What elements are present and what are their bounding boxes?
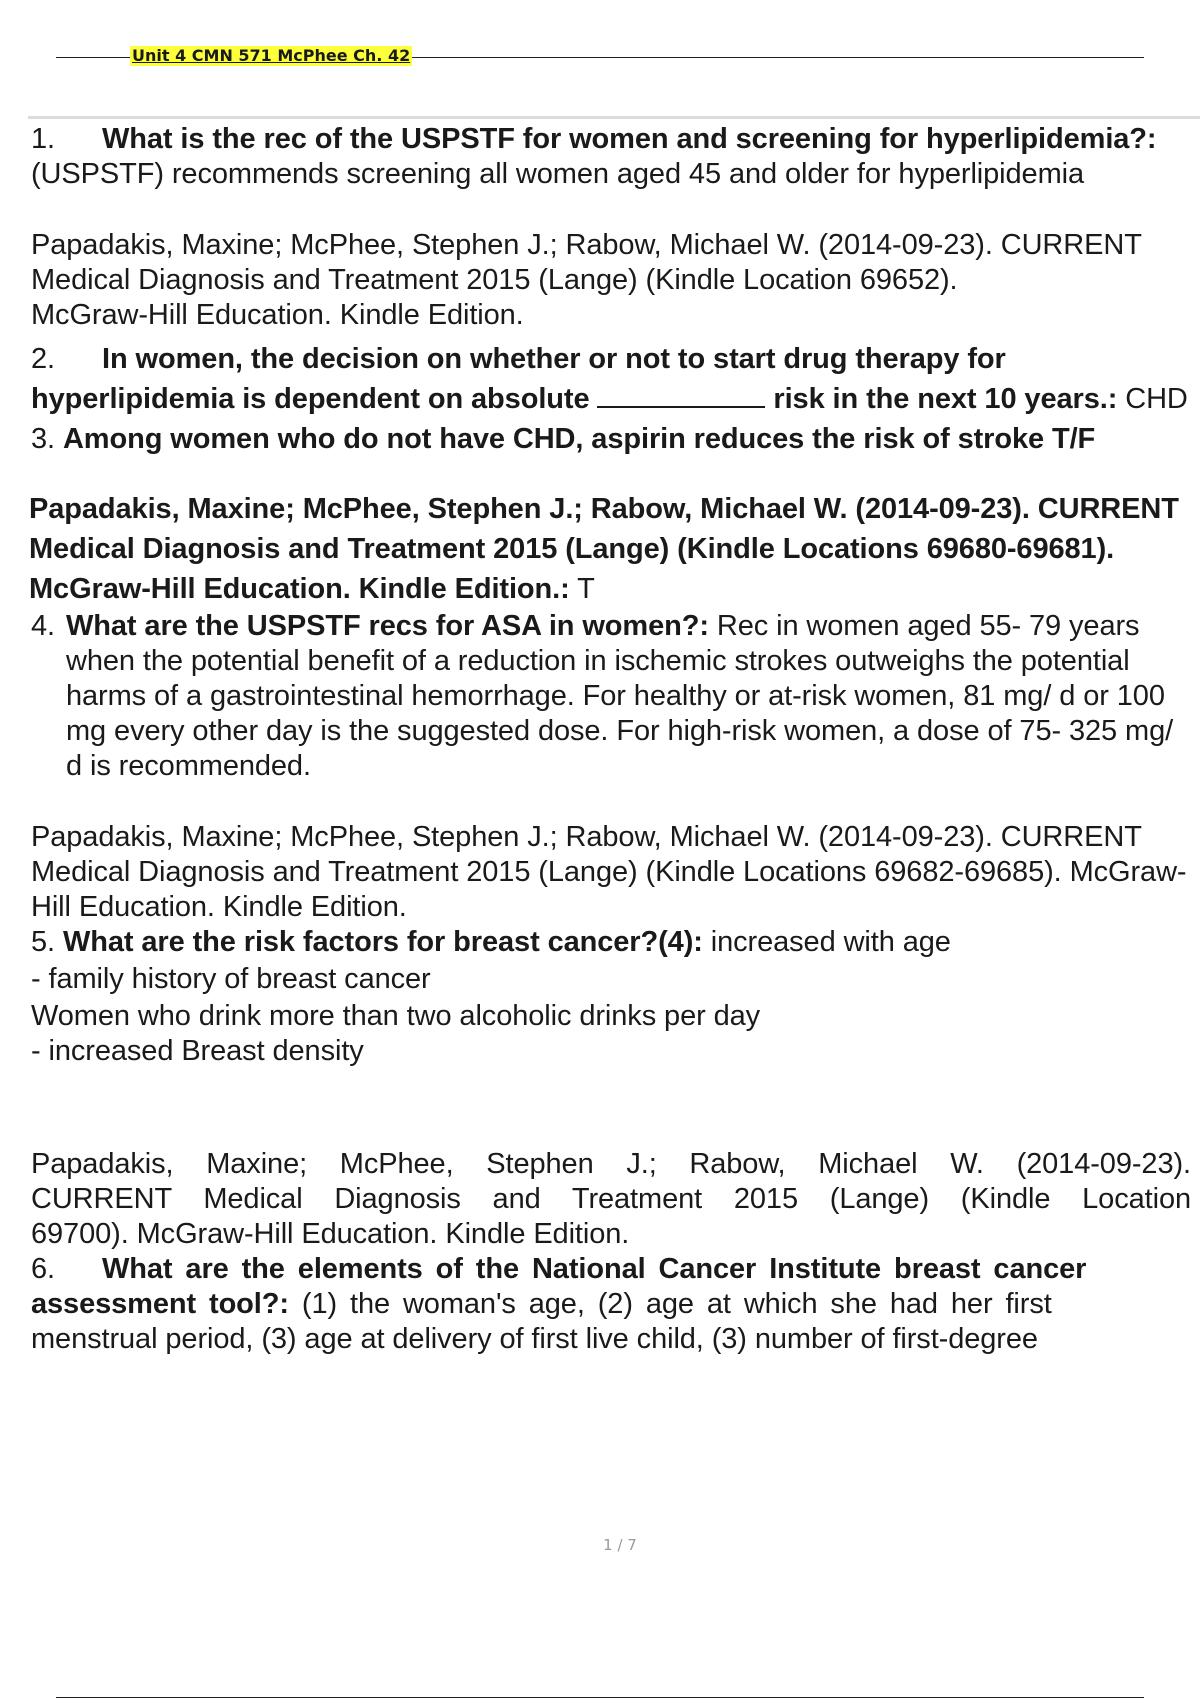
spacer [31,459,1191,489]
spacer [31,192,1191,228]
question-number: 1. [31,123,55,155]
citation-3: Papadakis, Maxine; McPhee, Stephen J.; Rabow, Michael W. (2014-09-23). CURRENT Medical Diagnosis and Treatment 2015 (Lange) (Kindle Locations 69682-69685). McGraw-Hill Education. Kindle Edition. [31,821,1187,923]
answer-text: CHD 3. [31,383,1188,455]
section-divider [28,116,1200,119]
document-body [31,122,1191,1357]
question-6-line [31,1287,1191,1322]
answer-line: - increased Breast density [31,1035,364,1067]
question-number: 5. [31,926,55,958]
fill-in-blank [597,382,765,408]
question-2 [31,339,1191,459]
spacer [31,784,1191,820]
question-3-text: Among women who do not have CHD, aspirin reduces the risk of stroke T/F [62,423,1096,455]
citation-4-line: CURRENT Medical Diagnosis and Treatment 2015 (Lange) (Kindle Location [31,1183,1191,1215]
question-text: What are the risk factors for breast cancer?(4): [62,926,703,958]
answer-line: Women who drink more than two alcoholic drinks per day [31,1000,761,1032]
citation-4-line: Papadakis, Maxine; McPhee, Stephen J.; Rabow, Michael W. (2014-09-23). [31,1148,1191,1180]
citation-text: Papadakis, Maxine; McPhee, Stephen J.; Rabow, Michael W. (2014-09-23). CURRENT Medical Diagnosis and Treatment 2015 (Lange) (Kindle Locations 69680-69681). McGraw-Hill Education. Kindle Edition.: [29,493,1179,605]
answer-line: - family history of breast cancer [31,963,431,995]
question-text-cont: risk in the next 10 years.: [765,383,1118,415]
question-number: 4. [31,610,55,642]
question-text: In women, the decision on whether or not to start drug therapy for hyperlipidemia is dependent on absolute [31,343,1006,415]
question-text: What are the elements of the National Cancer Institute breast cancer [102,1253,1087,1285]
citation-4-line: 69700). McGraw-Hill Education. Kindle Edition. [31,1218,630,1250]
question-1 [31,122,1191,192]
answer-text: Rec in women aged 55- 79 years when the potential benefit of a reduction in ischemic strokes outweighs the potential harms of a gastrointestinal hemorrhage. For healthy or at-risk women, 81 mg/ d or 100 mg every other day is the suggested dose. For high-risk women, a dose of 75- 325 mg/ d is recommended. [66,610,1174,782]
question-4 [31,609,1191,784]
answer-text: (USPSTF) recommends screening all women aged 45 and older for hyperlipidemia [31,158,1085,190]
citation-2 [29,489,1191,609]
citation-1-publisher: McGraw-Hill Education. Kindle Edition. [31,299,524,331]
answer-text: (1) the woman's age, (2) age at which she had her first [288,1288,1052,1320]
footer-rule [56,1697,1144,1698]
question-number: 2. [31,343,55,375]
answer-line: menstrual period, (3) age at delivery of first live child, (3) number of first-degree [31,1323,1038,1355]
citation-1: Papadakis, Maxine; McPhee, Stephen J.; Rabow, Michael W. (2014-09-23). CURRENT Medical Diagnosis and Treatment 2015 (Lange) (Kindle Location 69652). [31,229,1142,296]
question-6 [31,1252,1191,1287]
page-number: 1 / 7 [603,1536,637,1554]
question-text: What are the USPSTF recs for ASA in women?: [66,610,709,642]
question-5 [31,925,1191,960]
question-text: What is the rec of the USPSTF for women and screening for hyperlipidemia?: [102,123,1157,155]
answer-text: T [569,573,595,605]
answer-text: increased with age [702,926,951,958]
spacer [31,1069,1191,1147]
question-number: 6. [31,1253,55,1285]
question-text-cont: assessment tool?: [31,1288,289,1320]
document-title: Unit 4 CMN 571 McPhee Ch. 42 [132,46,411,65]
